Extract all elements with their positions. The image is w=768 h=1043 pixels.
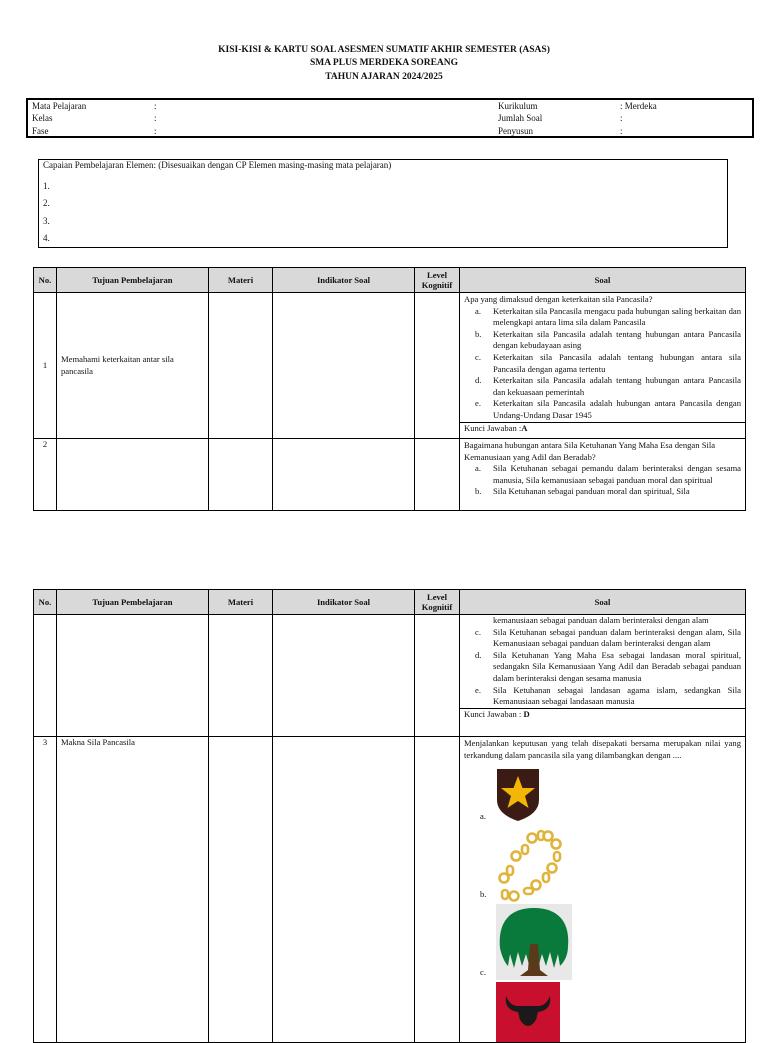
option-item: e. Keterkaitan sila Pancasila adalah hubungan antara Pancasila dengan Undang-Undang Dasar 1945 bbox=[475, 398, 741, 420]
banyan-tree-icon bbox=[496, 904, 572, 980]
doc-title-2: SMA PLUS MERDEKA SOREANG bbox=[309, 58, 459, 68]
row-level bbox=[415, 737, 460, 1043]
th-soal: Soal bbox=[460, 268, 746, 293]
kelas-value: : bbox=[154, 113, 157, 123]
option-list bbox=[460, 463, 745, 498]
jumlah-value: : bbox=[620, 113, 623, 123]
th-indikator: Indikator Soal bbox=[273, 590, 415, 615]
doc-title-3: TAHUN AJARAN 2024/2025 bbox=[325, 72, 443, 82]
row-tujuan: Memahami keterkaitan antar sila pancasila bbox=[57, 293, 209, 439]
doc-title-1: KISI-KISI & KARTU SOAL ASESMEN SUMATIF AKHIR SEMESTER (ASAS) bbox=[218, 45, 550, 55]
row-level bbox=[415, 439, 460, 511]
th-soal: Soal bbox=[460, 590, 746, 615]
cp-box bbox=[38, 159, 728, 248]
option-list bbox=[460, 615, 745, 708]
option-item: c. Keterkaitan sila Pancasila adalah tentang hubungan antara sila Pancasila dengan agama tertentu bbox=[475, 351, 741, 374]
row-no: 3 bbox=[34, 737, 57, 1043]
mapel-value: : bbox=[154, 101, 157, 111]
option-item: b. Keterkaitan sila Pancasila adalah tentang hubungan antara Pancasila dengan kebudayaan asing bbox=[475, 328, 741, 351]
row-no bbox=[34, 615, 57, 737]
info-box bbox=[26, 98, 754, 138]
cp-title: Capaian Pembelajaran Elemen: (Disesuaikan dengan CP Elemen masing-masing mata pelajaran) bbox=[43, 160, 392, 170]
th-tujuan: Tujuan Pembelajaran bbox=[57, 590, 209, 615]
row-soal bbox=[460, 615, 746, 737]
row-indikator bbox=[273, 615, 415, 737]
option-item: d. Keterkaitan sila Pancasila adalah tentang hubungan antara Pancasila dan kekuasaan pemerintah bbox=[475, 375, 741, 397]
option-item: a. Sila Ketuhanan sebagai pemandu dalam berinteraksi dengan sesama manusia, Sila kemanusiaan sebagai panduan moral dan spiritual bbox=[475, 463, 741, 485]
mapel-label: Mata Pelajaran bbox=[32, 101, 87, 111]
fase-value: : bbox=[154, 126, 157, 136]
option-item: b. Sila Ketuhanan sebagai panduan moral dan spiritual, Sila bbox=[475, 486, 690, 497]
question-text: Apa yang dimaksud dengan keterkaitan sila Pancasila? bbox=[464, 294, 653, 304]
image-option: b. bbox=[460, 826, 745, 904]
th-level: Level Kognitif bbox=[415, 268, 460, 293]
row-soal bbox=[460, 293, 746, 439]
image-option: a. bbox=[460, 766, 745, 826]
row-soal bbox=[460, 737, 746, 1043]
penyusun-label: Penyusun bbox=[498, 126, 534, 136]
row-indikator bbox=[273, 293, 415, 439]
image-option: c. bbox=[460, 904, 745, 982]
image-option bbox=[460, 982, 745, 1042]
chain-icon bbox=[496, 828, 566, 902]
th-no: No. bbox=[34, 590, 57, 615]
row-indikator bbox=[273, 737, 415, 1043]
fase-label: Fase bbox=[32, 126, 49, 136]
row-materi bbox=[209, 737, 273, 1043]
table-row bbox=[34, 615, 746, 737]
row-materi bbox=[209, 439, 273, 511]
row-materi bbox=[209, 293, 273, 439]
row-level bbox=[415, 615, 460, 737]
jumlah-label: Jumlah Soal bbox=[498, 113, 543, 123]
row-tujuan bbox=[57, 439, 209, 511]
table-row bbox=[34, 737, 746, 1043]
cp-item: 3. bbox=[43, 215, 50, 226]
penyusun-value: : bbox=[620, 126, 623, 136]
kurikulum-label: Kurikulum bbox=[498, 101, 538, 111]
question-text: Bagaimana hubungan antara Sila Ketuhanan Yang Maha Esa dengan Sila Kemanusiaan yang Adil dan Beradab? bbox=[464, 440, 716, 462]
row-no: 2 bbox=[34, 439, 57, 511]
answer-key: Kunci Jawaban :A bbox=[460, 422, 745, 434]
cp-item: 4. bbox=[43, 233, 50, 244]
row-no: 1 bbox=[34, 293, 57, 439]
th-materi: Materi bbox=[209, 268, 273, 293]
option-item: c. Sila Ketuhanan sebagai panduan dalam berinteraksi dengan alam, Sila Kemanusiaan sebagai panduan dalam berinteraksi dengan alam bbox=[475, 626, 741, 649]
th-tujuan: Tujuan Pembelajaran bbox=[57, 268, 209, 293]
star-shield-icon bbox=[496, 768, 540, 822]
answer-key: Kunci Jawaban : D bbox=[460, 708, 745, 720]
kelas-label: Kelas bbox=[32, 113, 53, 123]
row-level bbox=[415, 293, 460, 439]
row-soal bbox=[460, 439, 746, 511]
option-item: d. Sila Ketuhanan Yang Maha Esa sebagai landasan moral spiritual, sedangakn Sila Kemanusiaan Yang Adil dan Beradab sebagai panduan dalam berinteraksi dengan sesama manusia bbox=[475, 649, 741, 683]
row-tujuan bbox=[57, 615, 209, 737]
option-item: a. Keterkaitan sila Pancasila mengacu pada hubungan saling berkaitan dan melengkapi antara lima sila dalam Pancasila bbox=[475, 305, 741, 328]
bull-head-icon bbox=[496, 982, 560, 1042]
cp-item: 1. bbox=[43, 181, 50, 191]
option-item: e. Sila Ketuhanan sebagai landasan agama islam, sedangkan Sila Kemanusiaan sebagai landasaan manusia bbox=[475, 684, 741, 707]
option-continuation: kemanusiaan sebagai panduan dalam berinteraksi dengan alam bbox=[493, 615, 709, 625]
cp-item: 2. bbox=[43, 198, 50, 209]
kisi-table-2 bbox=[33, 589, 746, 1043]
kisi-table-1 bbox=[33, 267, 746, 511]
row-materi bbox=[209, 615, 273, 737]
th-materi: Materi bbox=[209, 590, 273, 615]
row-tujuan: Makna Sila Pancasila bbox=[57, 737, 209, 1043]
th-level: Level Kognitif bbox=[415, 590, 460, 615]
table-row bbox=[34, 293, 746, 439]
option-list bbox=[460, 306, 745, 422]
row-indikator bbox=[273, 439, 415, 511]
table-row bbox=[34, 439, 746, 511]
question-text: Menjalankan keputusan yang telah disepakati bersama merupakan nilai yang terkandung dalam pancasila sila yang dilambangkan dengan .... bbox=[464, 738, 741, 760]
th-indikator: Indikator Soal bbox=[273, 268, 415, 293]
th-no: No. bbox=[34, 268, 57, 293]
kurikulum-value: : Merdeka bbox=[620, 101, 657, 111]
